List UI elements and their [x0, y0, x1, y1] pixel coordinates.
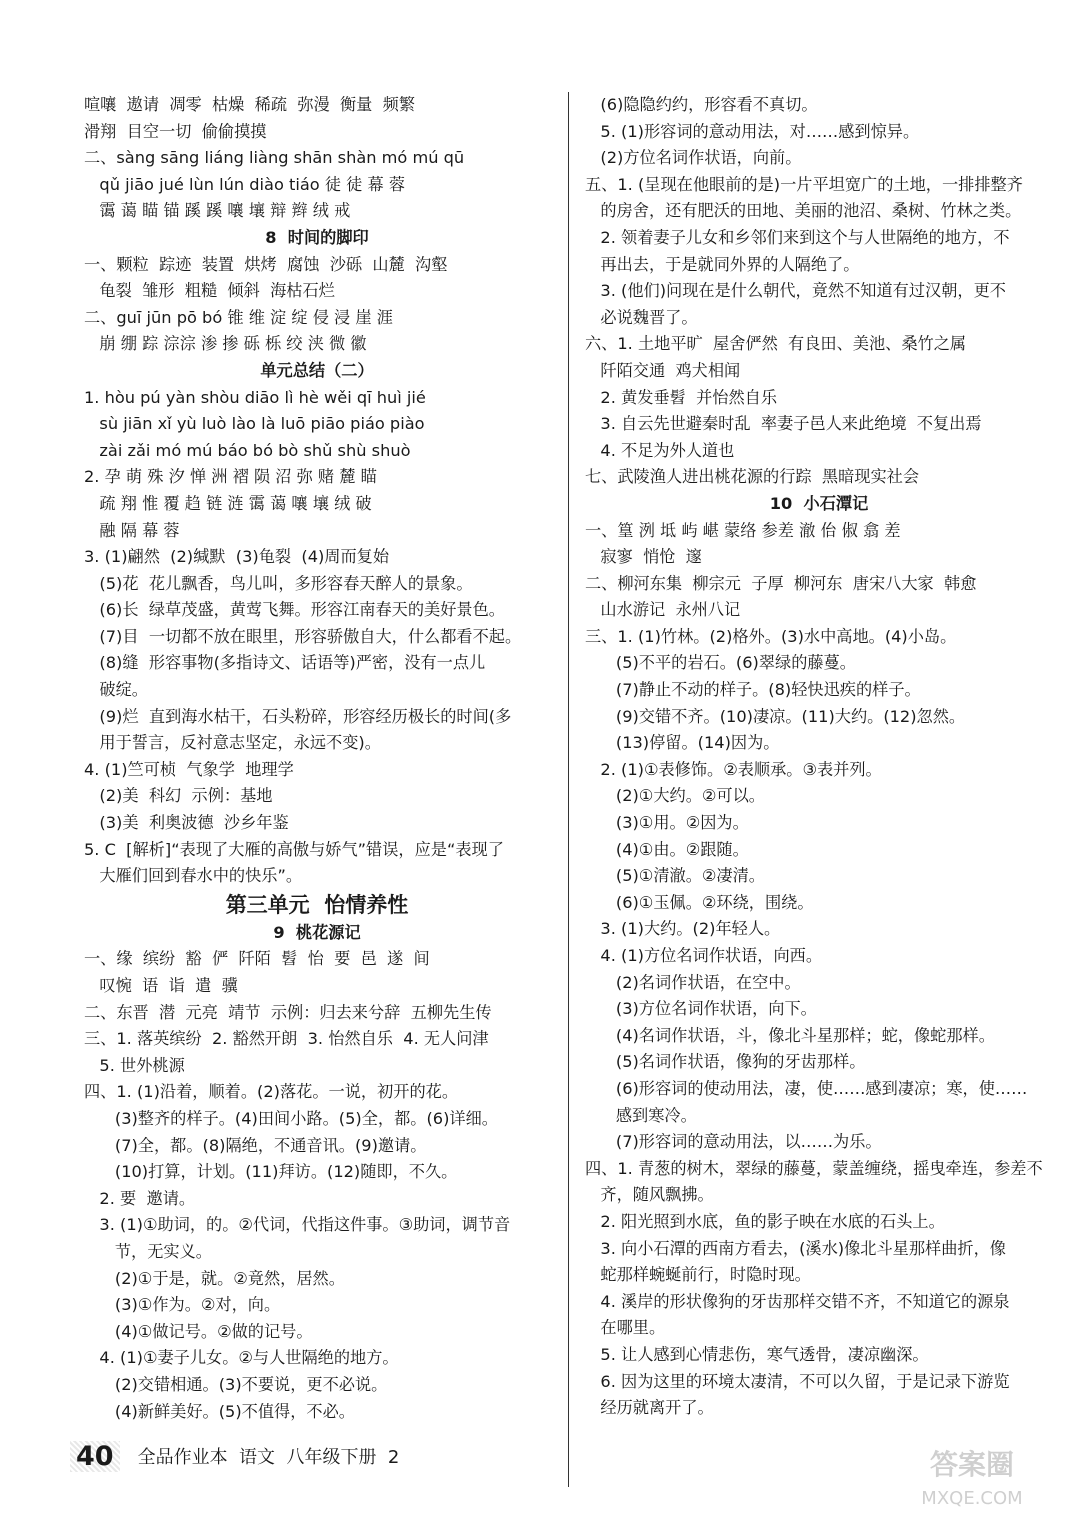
answer-line: 2. 要 邀请。: [84, 1188, 196, 1208]
answer-line: 4. 不足为外人道也: [585, 440, 735, 460]
answer-line: 霭 蔼 瞄 锚 蹊 蹊 嚷 壤 辩 辫 绒 戒: [84, 201, 351, 221]
answer-line: 一、缘 缤纷 豁 俨 阡陌 髫 怡 要 邑 遂 间: [84, 949, 430, 969]
answer-line: (2)方位名词作状语，向前。: [585, 148, 802, 168]
answer-line: 一、篁 洌 坻 屿 嵁 蒙络 参差 澈 佁 俶 翕 差: [585, 520, 901, 540]
answer-line: (4)名词作状语，斗，像北斗星那样；蛇，像蛇那样。: [585, 1025, 995, 1045]
answer-line: (8)缝 形容事物(多指诗文、话语等)严密，没有一点儿: [84, 653, 486, 673]
section-heading: 8 时间的脚印: [265, 227, 369, 247]
answer-line: qǔ jiāo jué lùn lún diào tiáo 徒 徒 幕 蓉: [84, 174, 406, 194]
answer-line: (2)交错相通。(3)不要说，更不必说。: [84, 1374, 388, 1394]
answer-line: (6)隐隐约约，形容看不真切。: [585, 95, 818, 114]
answer-line: (7)静止不动的样子。(8)轻快迅疾的样子。: [585, 680, 921, 700]
answer-line: (9)烂 直到海水枯干，石头粉碎，形容经历极长的时间(多: [84, 706, 512, 726]
answer-line: 在哪里。: [585, 1318, 666, 1338]
answer-line: 蛇那样蜿蜒前行，时隐时现。: [585, 1265, 811, 1285]
answer-line: 用于誓言，反衬意志坚定，永远不变)。: [84, 733, 381, 753]
answer-line: (7)形容词的意动用法，以……为乐。: [585, 1132, 882, 1152]
answer-line: 4. (1)方位名词作状语，向西。: [585, 946, 823, 965]
answer-line: 三、1. 落英缤纷 2. 豁然开朗 3. 怡然自乐 4. 无人问津: [84, 1029, 489, 1049]
answer-line: 3. (1)大约。(2)年轻人。: [585, 919, 781, 939]
answer-line: 2. 阳光照到水底，鱼的影子映在水底的石头上。: [585, 1211, 945, 1231]
answer-line: 6. 因为这里的环境太凄清，不可以久留，于是记录下游览: [585, 1371, 1010, 1391]
answer-line: (6)长 绿草茂盛，黄莺飞舞。形容江南春天的美好景色。: [84, 600, 505, 620]
answer-line: 4. (1)①妻子儿女。②与人世隔绝的地方。: [84, 1348, 399, 1368]
answer-line: (5)不平的岩石。(6)翠绿的藤蔓。: [585, 653, 856, 673]
answer-line: 经历就离开了。: [585, 1398, 714, 1418]
answer-line: (3)方位名词作状语，向下。: [585, 999, 817, 1019]
answer-line: 2. 黄发垂髫 并怡然自乐: [585, 387, 778, 407]
answer-line: 四、1. (1)沿着，顺着。(2)落花。一说，初开的花。: [84, 1082, 459, 1102]
section-heading: 第三单元 怡情养性: [225, 892, 409, 917]
answer-line: 喧嚷 遨请 凋零 枯燥 稀疏 弥漫 衡量 频繁: [84, 95, 416, 114]
section-heading: 单元总结（二）: [260, 360, 374, 380]
answer-line: 5. (1)形容词的意动用法，对……感到惊异。: [585, 121, 920, 141]
book-title: 全品作业本 语文 八年级下册 2: [137, 1447, 400, 1468]
answer-line: 叹惋 语 诣 遣 骥: [84, 976, 238, 995]
answer-line: 阡陌交通 鸡犬相闻: [585, 360, 741, 380]
answer-line: (6)形容词的使动用法，凄，使……感到凄凉；寒，使……: [585, 1078, 1028, 1098]
answer-line: 二、柳河东集 柳宗元 子厚 柳河东 唐宋八大家 韩愈: [585, 573, 977, 593]
answer-line: (10)打算，计划。(11)拜访。(12)随即，不久。: [84, 1162, 458, 1182]
answer-line: 山水游记 永州八记: [585, 600, 741, 620]
answer-line: 5. C [解析]“表现了大雁的高傲与娇气”错误，应是“表现了: [84, 839, 504, 859]
answer-line: 崩 绷 踪 淙淙 渗 掺 砾 栎 绞 浃 微 徽: [84, 334, 367, 354]
answer-line: (2)①大约。②可以。: [585, 786, 765, 806]
left-column: [84, 92, 550, 1425]
answer-line: 必说魏晋了。: [585, 307, 698, 327]
answer-line: 龟裂 雏形 粗糙 倾斜 海枯石烂: [84, 281, 335, 301]
answer-line: 的房舍，还有肥沃的田地、美丽的池沼、桑树、竹林之类。: [585, 201, 1022, 221]
answer-line: 二、东晋 潜 元亮 靖节 示例：归去来兮辞 五柳先生传: [84, 1002, 492, 1022]
right-column: [585, 92, 1053, 1422]
answer-line: 一、颗粒 踪迹 装置 烘烤 腐蚀 沙砾 山麓 沟壑: [84, 254, 448, 274]
answer-line: 4. (1)竺可桢 气象学 地理学: [84, 759, 294, 779]
section-heading: 10 小石潭记: [769, 493, 869, 513]
answer-line: 六、1. 土地平旷 屋舍俨然 有良田、美池、桑竹之属: [585, 334, 967, 354]
section-heading: 9 桃花源记: [273, 922, 361, 942]
answer-line: 1. hòu pú yàn shòu diāo lì hè wěi qī huì jié: [84, 387, 426, 407]
answer-line: 节，无实义。: [84, 1241, 212, 1261]
answer-line: 三、1. (1)竹林。(2)格外。(3)水中高地。(4)小岛。: [585, 626, 957, 646]
page-number: 40: [70, 1441, 120, 1472]
answer-line: 二、sàng sāng liáng liàng shān shàn mó mú qū: [84, 148, 465, 168]
answer-line: (4)新鲜美好。(5)不值得，不必。: [84, 1401, 355, 1421]
answer-line: (2)①于是，就。②竟然，居然。: [84, 1268, 345, 1288]
answer-line: 破绽。: [84, 680, 148, 700]
answer-line: 齐，随风飘拂。: [585, 1185, 714, 1205]
answer-line: (13)停留。(14)因为。: [585, 733, 780, 753]
answer-line: (5)名词作状语，像狗的牙齿那样。: [585, 1052, 866, 1072]
answer-line: 七、武陵渔人进出桃花源的行踪 黑暗现实社会: [585, 467, 920, 487]
answer-line: (5)花 花儿飘香，鸟儿叫，多形容春天醉人的景象。: [84, 573, 473, 593]
answer-line: 融 隔 幕 蓉: [84, 520, 180, 540]
answer-line: (4)①做记号。②做的记号。: [84, 1321, 313, 1341]
answer-line: 二、guī jūn pō bó 锥 维 淀 绽 侵 浸 崖 涯: [84, 307, 393, 327]
answer-line: 4. 溪岸的形状像狗的牙齿那样交错不齐，不知道它的源泉: [585, 1291, 1010, 1311]
answer-line: 五、1. (呈现在他眼前的是)一片平坦宽广的土地，一排排整齐: [585, 174, 1023, 194]
answer-line: (3)美 利奥波德 沙乡年鉴: [84, 813, 289, 833]
answer-line: (3)①作为。②对，向。: [84, 1295, 281, 1315]
page-footer: [70, 1438, 399, 1474]
answer-line: 3. (1)①助词，的。②代词，代指这件事。③助词，调节音: [84, 1215, 511, 1235]
answer-line: (5)①清澈。②凄清。: [585, 866, 765, 886]
answer-line: zài zǎi mó mú báo bó bò shǔ shù shuò: [84, 440, 411, 460]
answer-line: 2. 领着妻子儿女和乡邻们来到这个与人世隔绝的地方，不: [585, 227, 1010, 247]
answer-line: sù jiān xǐ yù luò lào là luō piāo piáo piào: [84, 414, 425, 434]
watermark-line2: MXQE.COM: [921, 1488, 1023, 1509]
answer-line: 四、1. 青葱的树木，翠绿的藤蔓，蒙盖缠绕，摇曳牵连，参差不: [585, 1158, 1043, 1178]
answer-line: (7)全，都。(8)隔绝，不通音讯。(9)邀请。: [84, 1135, 427, 1155]
answer-line: 5. 让人感到心情悲伤，寒气透骨，凄凉幽深。: [585, 1344, 929, 1364]
answer-line: (3)①用。②因为。: [585, 813, 749, 833]
answer-line: 3. 自云先世避秦时乱 率妻子邑人来此绝境 不复出焉: [585, 414, 982, 434]
watermark-logo: [892, 1438, 1052, 1518]
answer-line: 3. (1)翩然 (2)缄默 (3)龟裂 (4)周而复始: [84, 547, 390, 567]
answer-line: 2. (1)①表修饰。②表顺承。③表并列。: [585, 759, 882, 779]
answer-line: 疏 翔 惟 覆 趋 链 涟 霭 蔼 嚷 壤 绒 破: [84, 493, 372, 513]
answer-line: 2. 孕 萌 殊 汐 惮 洲 褶 陨 沼 弥 赌 麓 瞄: [84, 467, 377, 487]
answer-line: 寂寥 悄怆 邃: [585, 547, 702, 567]
column-divider: [568, 92, 569, 1487]
answer-line: 滑翔 目空一切 偷偷摸摸: [84, 121, 267, 141]
answer-line: 再出去，于是就同外界的人隔绝了。: [585, 254, 860, 274]
answer-line: 3. (他们)问现在是什么朝代，竟然不知道有过汉朝，更不: [585, 281, 1006, 301]
answer-line: 5. 世外桃源: [84, 1055, 185, 1075]
watermark-line1: 答案圈: [929, 1448, 1015, 1481]
answer-line: (6)①玉佩。②环绕，围绕。: [585, 892, 814, 912]
answer-line: 3. 向小石潭的西南方看去，(溪水)像北斗星那样曲折，像: [585, 1238, 1006, 1258]
answer-line: 感到寒冷。: [585, 1105, 697, 1125]
answer-line: (2)名词作状语，在空中。: [585, 972, 801, 992]
answer-line: (9)交错不齐。(10)凄凉。(11)大约。(12)忽然。: [585, 706, 966, 726]
answer-line: (7)目 一切都不放在眼里，形容骄傲自大，什么都看不起。: [84, 626, 522, 646]
answer-line: 大雁们回到春水中的快乐”。: [84, 866, 303, 886]
answer-line: (2)美 科幻 示例：基地: [84, 786, 273, 806]
answer-line: (3)整齐的样子。(4)田间小路。(5)全，都。(6)详细。: [84, 1108, 498, 1128]
answer-line: (4)①由。②跟随。: [585, 839, 749, 859]
